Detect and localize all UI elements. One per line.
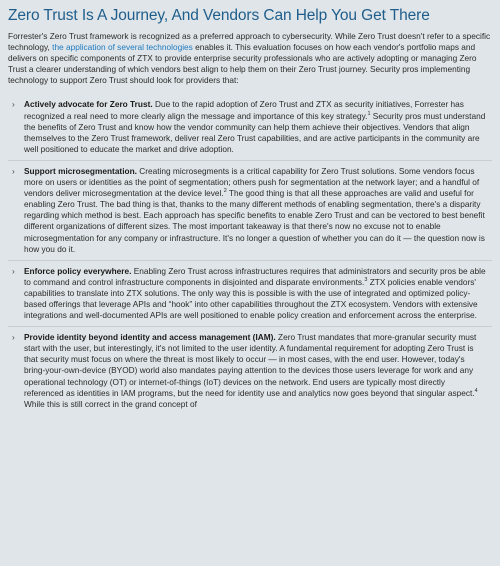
list-item-text: Creating microsegments is a critical capability for Zero Trust solutions. Some vendors focus more on users or identities as the point of segmentation; others push for segmentation at the network layer; and a handful of vendors deliver microsegmentation at the device level. [24, 165, 480, 199]
chevron-right-icon: › [12, 332, 15, 343]
list-item-lead: Enforce policy everywhere. [24, 265, 132, 276]
list-item-identity [8, 326, 492, 415]
intro-text-before: Forrester's Zero Trust framework is recognized as a preferred approach to cybersecurity. While Zero Trust doesn't refer to a specific technology, [8, 31, 491, 53]
list-item-text-cont: While this is still correct in the grand concept of [24, 398, 197, 409]
list-item-lead: Actively advocate for Zero Trust. [24, 99, 153, 110]
list-item-text-cont: Security pros must understand the benefits of Zero Trust and know how the vendor community can help them achieve their objectives. Vendors that align themselves to the Zero Trust framework, deliver real Zero Trust capabilities, and are active participants in the community are well positioned to educate the market and drive adoption. [24, 110, 486, 154]
list-item-text-cont: ZTX policies enable vendors' capabilities to translate into ZTX solutions. The only way this is possible is with the use of integrated and optimized policy-based offerings that leverage APIs and “hook” into other capabilities throughout the ZTX ecosystem. Vendors with extensive integrations and well-documented APIs are well positioned to enable policy creation and enforcement across the enterprise. [24, 276, 478, 321]
footnote-ref[interactable]: 3 [364, 277, 368, 284]
technologies-link[interactable]: the application of several technologies [52, 42, 193, 53]
list-item-policy [8, 260, 492, 326]
footnote-ref[interactable]: 2 [223, 188, 227, 195]
intro-text-after: enables it. This evaluation focuses on how each vendor's portfolio maps and delivers on specific components of ZTX to provide enterprise security professionals who are actively adopting or managing Zero Trust a clearer understanding of which vendors best align to help them on their Zero Trust journey. Security pros implementing technology to support Zero Trust should look for providers that: [8, 42, 477, 86]
footnote-ref[interactable]: 1 [367, 110, 371, 117]
page-title: Zero Trust Is A Journey, And Vendors Can Help You Get There [8, 7, 430, 24]
chevron-right-icon: › [12, 265, 15, 276]
provider-criteria-list [8, 94, 492, 414]
list-item-microsegmentation [8, 160, 492, 260]
chevron-right-icon: › [12, 99, 15, 110]
list-item-lead: Support microsegmentation. [24, 165, 137, 176]
footnote-ref[interactable]: 4 [474, 387, 478, 394]
list-item-text: Zero Trust mandates that more-granular security must start with the user, but interestingly, it's not limited to the user identity. A fundamental requirement for adopting Zero Trust is that security must focus on where the threat is most likely to occur — in most cases, with the end user. However, today's bring-your-own-device (BYOD) world also mandates paying attention to the devices those users leverage for work and any operational technology (OT) or internet-of-things (IoT) devices on the network. End users are typically most directly referenced as identities in IAM programs, but the need for identity use and analytics now goes beyond that singular aspect. [24, 332, 477, 398]
list-item-text: Enabling Zero Trust across infrastructures requires that administrators and security pros be able to command and control infrastructure components in disjointed and disparate environments. [24, 265, 486, 287]
list-item-advocate [8, 94, 492, 159]
intro-paragraph [8, 31, 492, 86]
list-item-text: Due to the rapid adoption of Zero Trust and ZTX as security initiatives, Forrester has recognized a real need to more clearly align the message and importance of this key strategy. [24, 99, 464, 121]
list-item-text-cont: The good thing is that all these approaches are valid and useful for enabling Zero Trust. The bad thing is that, thanks to the many different methods of enabling segmentation, there's a disparity regarding which method is best. Each approach has specific benefits to enable Zero Trust and can be vectored to best benefit different organizations of different sizes. The most important takeaway is that there's now no excuse not to enable microsegmentation for any company or infrastructure. It's no longer a question of whether you can do it — the question now is how you do it. [24, 188, 485, 254]
list-item-lead: Provide identity beyond identity and access management (IAM). [24, 332, 276, 343]
chevron-right-icon: › [12, 165, 15, 176]
